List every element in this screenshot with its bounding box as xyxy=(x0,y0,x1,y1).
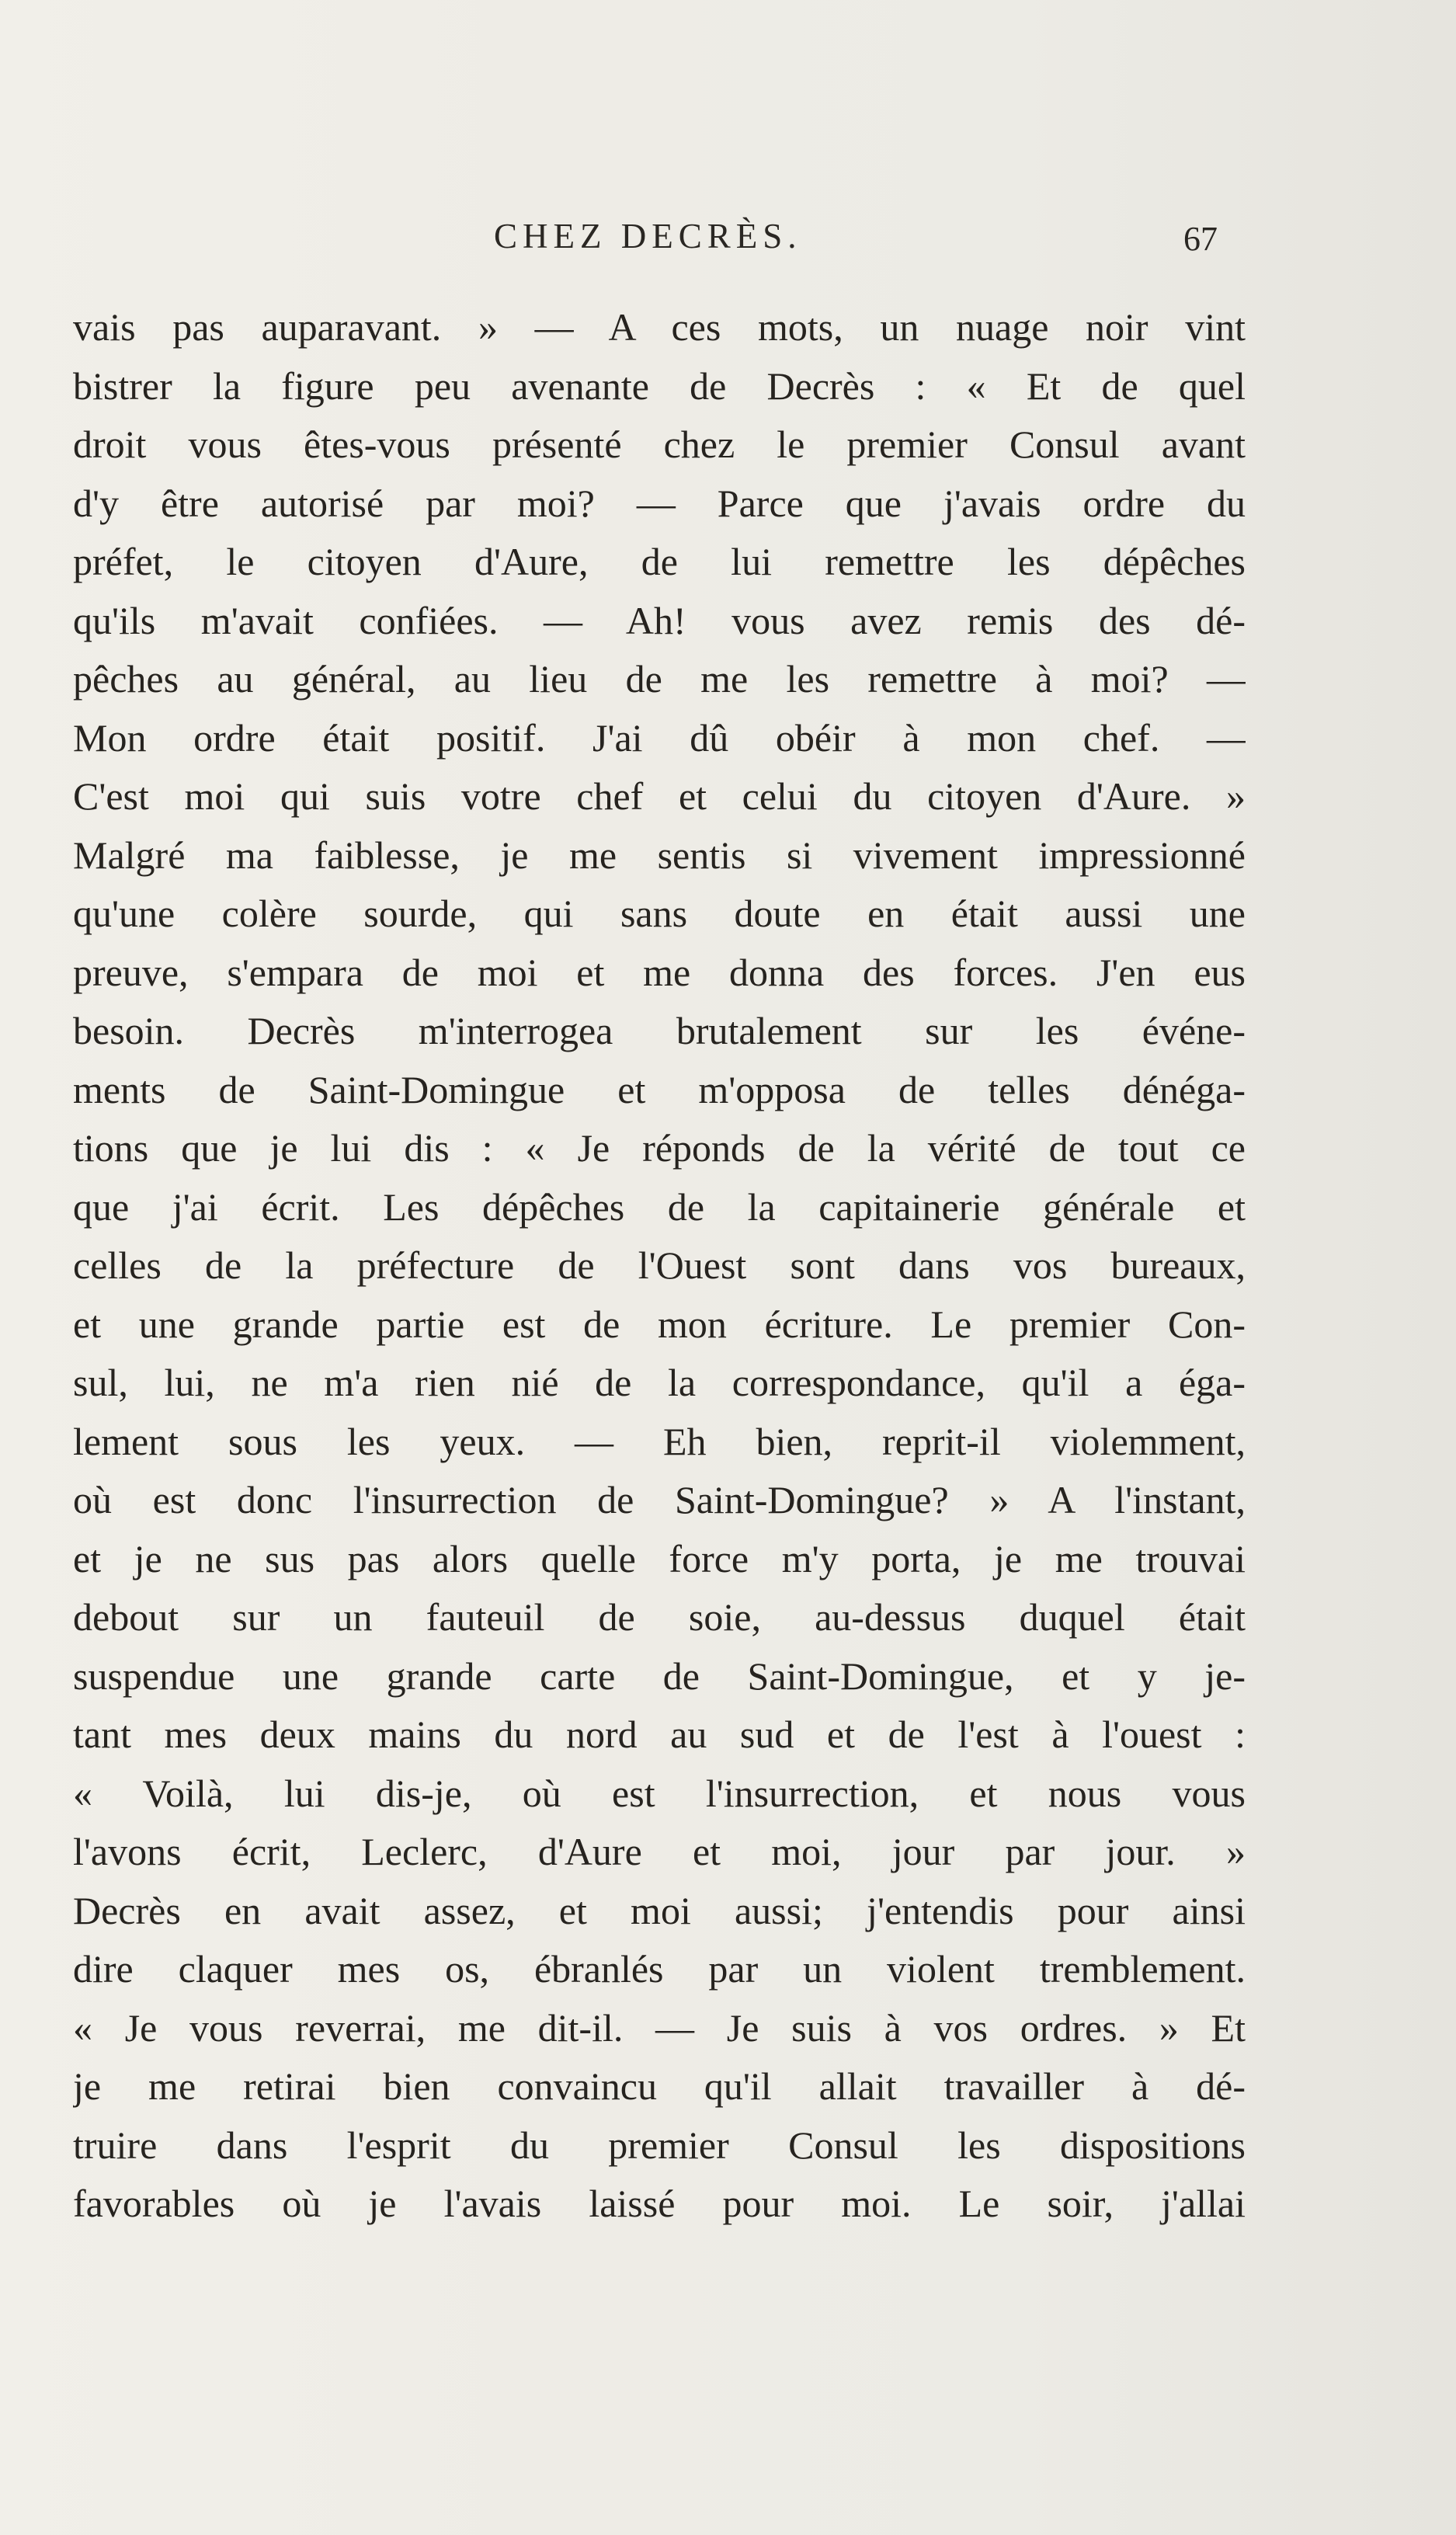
text-line: qu'une colère sourde, qui sans doute en était aussi une xyxy=(73,892,1246,935)
text-line: « Je vous reverrai, me dit-il. — Je suis à vos ordres. » Et xyxy=(73,2005,1246,2050)
text-line: d'y être autorisé par moi? — Parce que j'avais ordre du xyxy=(73,481,1246,525)
body-text xyxy=(73,298,1246,2234)
text-line: « Voilà, lui dis-je, où est l'insurrection, et nous vous xyxy=(73,1771,1246,1815)
text-line: suspendue une grande carte de Saint-Domingue, et y je- xyxy=(73,1653,1246,1698)
text-line: dire claquer mes os, ébranlés par un violent tremblement. xyxy=(73,1947,1246,1991)
text-line: droit vous êtes-vous présenté chez le premier Consul avant xyxy=(73,422,1246,466)
text-line: C'est moi qui suis votre chef et celui du citoyen d'Aure. » xyxy=(73,774,1246,818)
text-line: l'avons écrit, Leclerc, d'Aure et moi, jour par jour. » xyxy=(73,1830,1246,1873)
text-line: lement sous les yeux. — Eh bien, reprit-il violemment, xyxy=(73,1419,1246,1463)
text-line: vais pas auparavant. » — A ces mots, un nuage noir vint xyxy=(73,305,1246,349)
text-line: truire dans l'esprit du premier Consul les dispositions xyxy=(73,2123,1246,2167)
text-line: sul, lui, ne m'a rien nié de la correspondance, qu'il a éga- xyxy=(73,1361,1246,1404)
text-line: pêches au général, au lieu de me les remettre à moi? — xyxy=(73,657,1246,701)
text-line: et une grande partie est de mon écriture. Le premier Con- xyxy=(73,1302,1246,1346)
text-line: tions que je lui dis : « Je réponds de la vérité de tout ce xyxy=(73,1126,1246,1170)
text-line: qu'ils m'avait confiées. — Ah! vous avez remis des dé- xyxy=(73,598,1246,642)
text-line: preuve, s'empara de moi et me donna des forces. J'en eus xyxy=(73,950,1246,994)
running-header xyxy=(0,216,1456,263)
text-line: où est donc l'insurrection de Saint-Domingue? » A l'instant, xyxy=(73,1478,1246,1521)
text-line: debout sur un fauteuil de soie, au-dessus duquel était xyxy=(73,1595,1246,1639)
text-line: je me retirai bien convaincu qu'il allait travailler à dé- xyxy=(73,2064,1246,2108)
text-line: celles de la préfecture de l'Ouest sont dans vos bureaux, xyxy=(73,1243,1246,1287)
text-line: favorables où je l'avais laissé pour moi. Le soir, j'allai xyxy=(73,2182,1246,2225)
text-line: que j'ai écrit. Les dépêches de la capitainerie générale et xyxy=(73,1184,1246,1229)
text-line: tant mes deux mains du nord au sud et de l'est à l'ouest : xyxy=(73,1713,1246,1756)
chapter-running-title: CHEZ DECRÈS. xyxy=(494,217,802,256)
text-line: préfet, le citoyen d'Aure, de lui remettre les dépêches xyxy=(73,540,1246,583)
text-line: ments de Saint-Domingue et m'opposa de telles dénéga- xyxy=(73,1067,1246,1111)
page-number: 67 xyxy=(1183,220,1218,258)
text-line: Mon ordre était positif. J'ai dû obéir à mon chef. — xyxy=(73,715,1246,760)
text-line: et je ne sus pas alors quelle force m'y porta, je me trouvai xyxy=(73,1536,1246,1580)
text-line: bistrer la figure peu avenante de Decrès : « Et de quel xyxy=(73,363,1246,408)
text-line: Malgré ma faiblesse, je me sentis si vivement impressionné xyxy=(73,833,1246,877)
text-line: Decrès en avait assez, et moi aussi; j'entendis pour ainsi xyxy=(73,1888,1246,1932)
text-line: besoin. Decrès m'interrogea brutalement sur les événe- xyxy=(73,1009,1246,1052)
